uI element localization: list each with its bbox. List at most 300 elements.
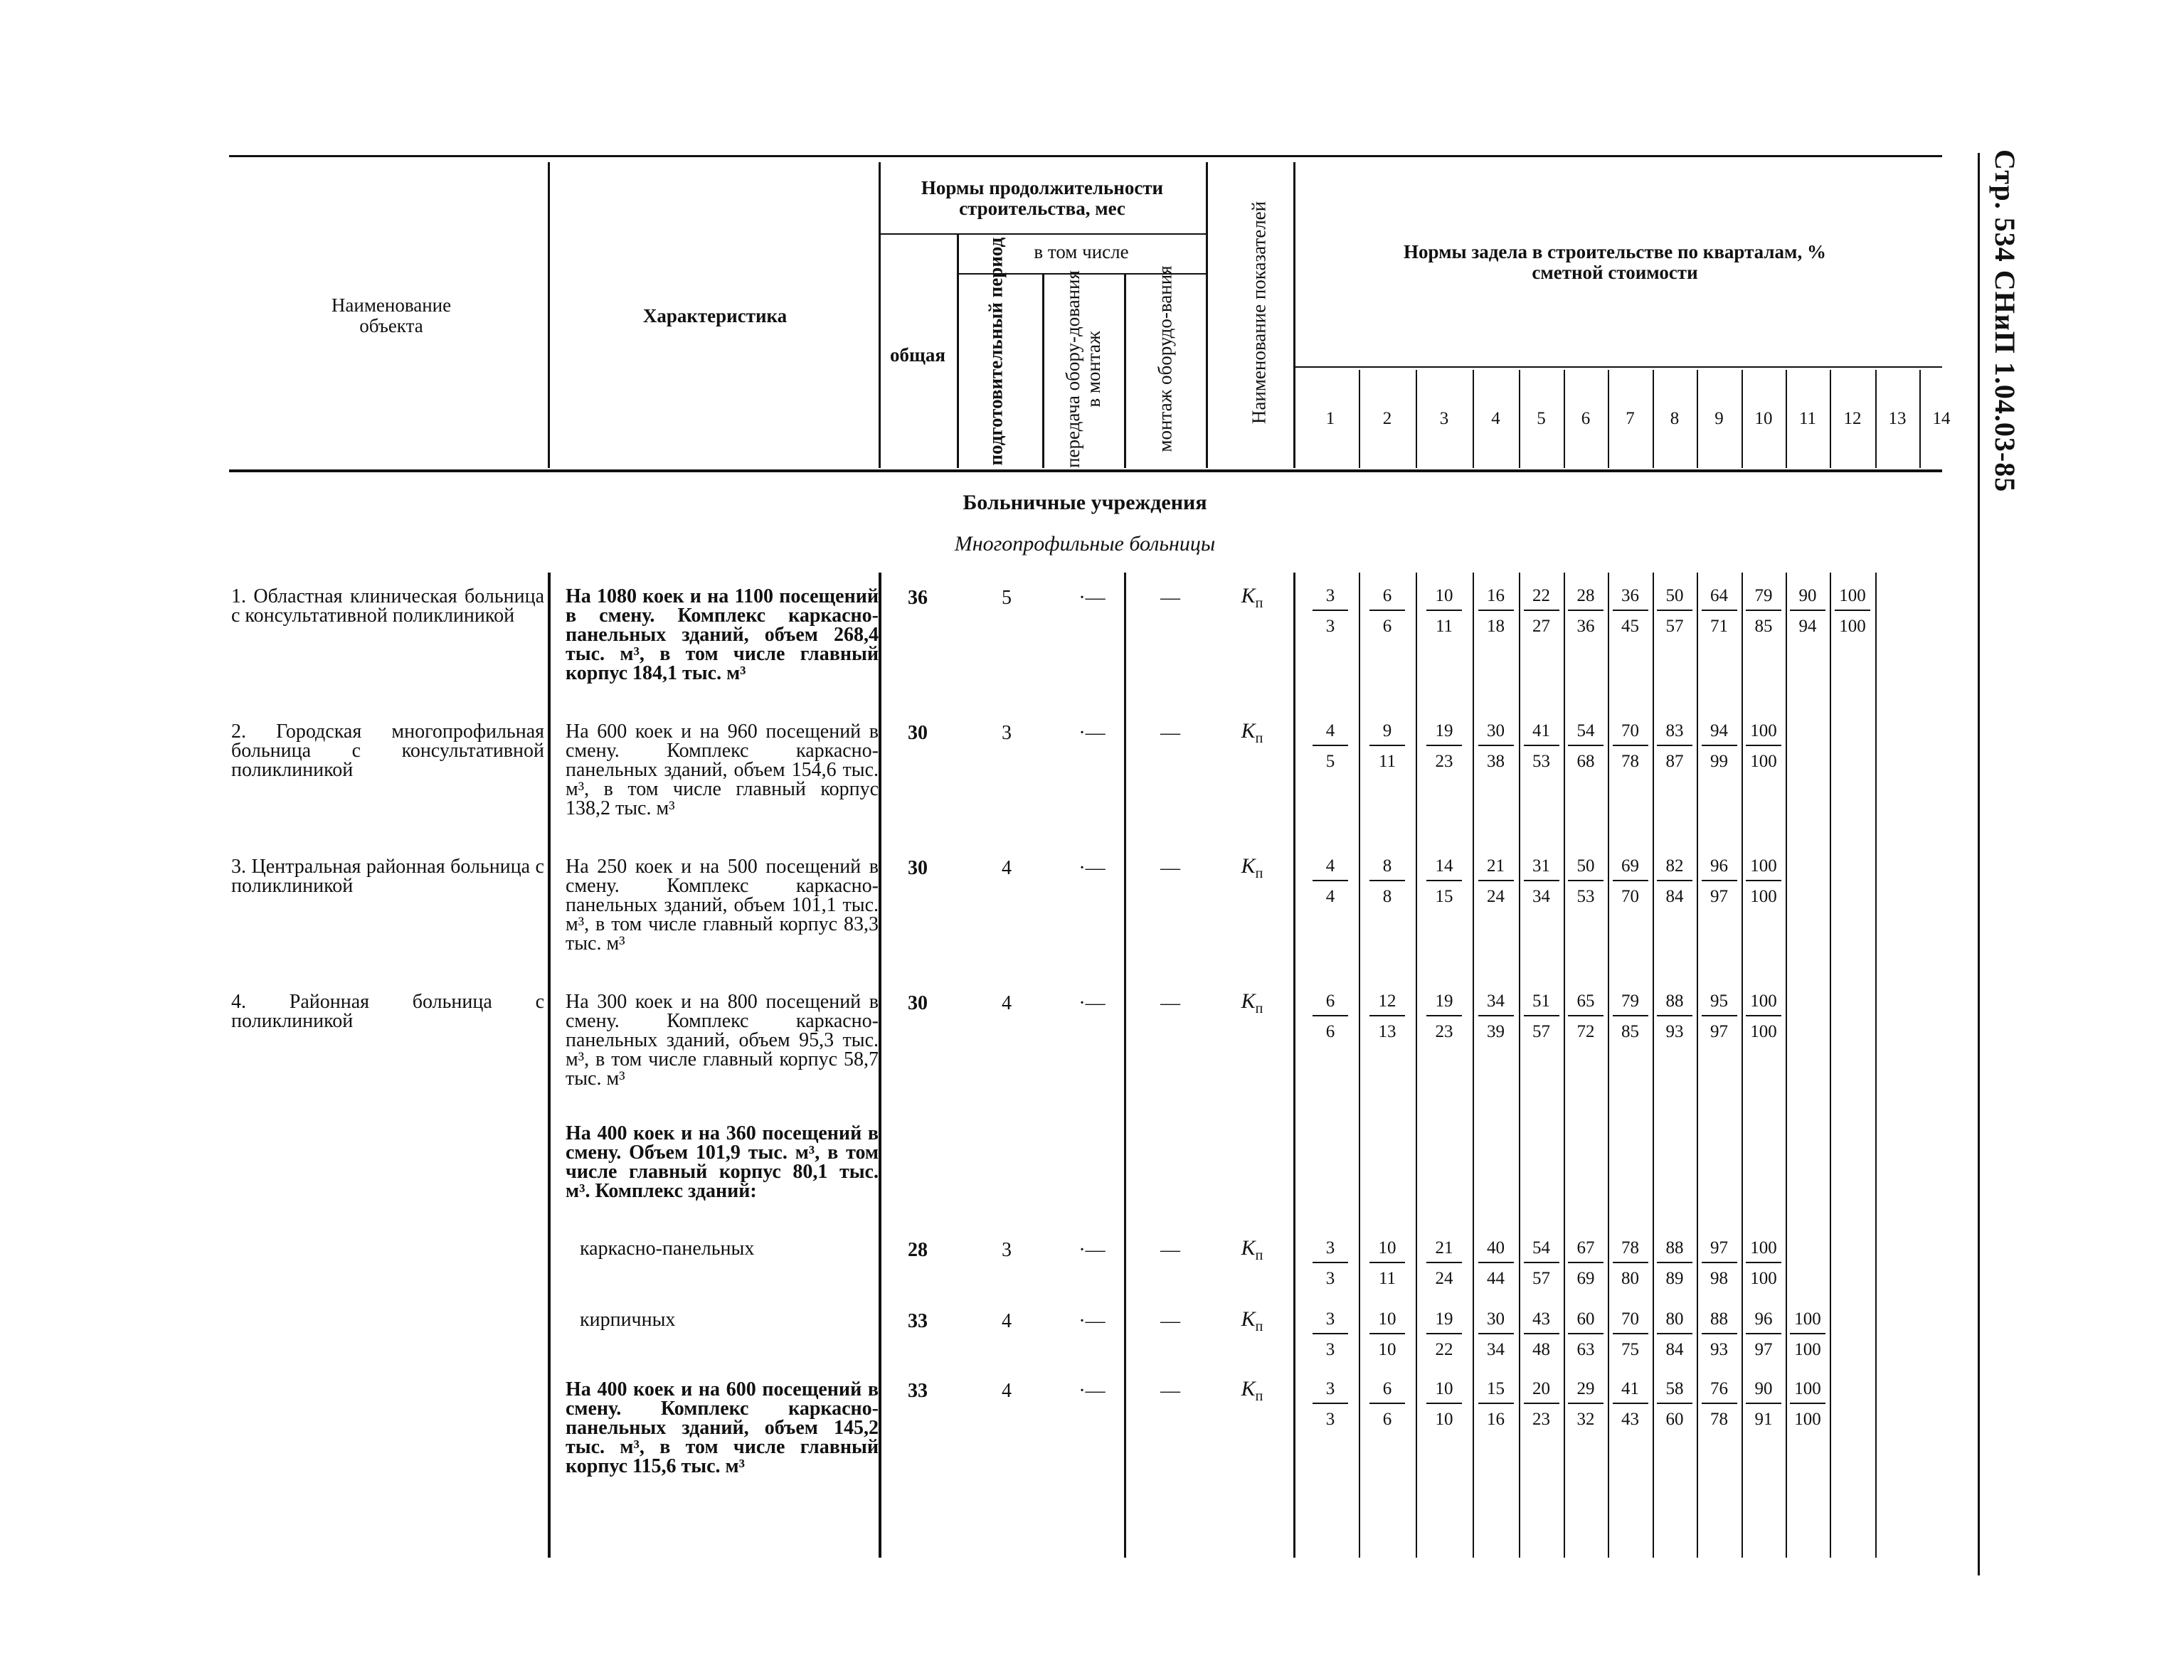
quarter-bottom-value: 63 <box>1576 1340 1595 1359</box>
quarter-bottom-value: 48 <box>1532 1340 1550 1359</box>
rows-3-transfer: ·— <box>1078 992 1106 1014</box>
quarter-top-value: 82 <box>1657 857 1692 881</box>
quarter-cell <box>1613 857 1648 906</box>
quarter-cell <box>1613 1239 1648 1288</box>
quarter-top-value: 100 <box>1746 857 1781 881</box>
quarter-cell <box>1746 992 1781 1041</box>
quarter-cell <box>1478 722 1514 771</box>
quarter-bottom-value: 36 <box>1576 617 1595 636</box>
quarter-cell <box>1524 992 1559 1041</box>
header-col-line <box>1042 275 1044 468</box>
quarter-top-value: 50 <box>1657 587 1692 611</box>
quarter-top-value: 51 <box>1524 992 1559 1016</box>
quarter-top-value: 15 <box>1478 1380 1514 1404</box>
quarter-top-value: 69 <box>1613 857 1648 881</box>
rows-2-prep: 4 <box>1002 857 1012 879</box>
quarter-bottom-value: 11 <box>1378 1269 1396 1288</box>
row-2-name: 2. Городская многопрофильная больница с консультативной поликлиникой <box>231 721 544 781</box>
quarter-top-value: 60 <box>1568 1310 1603 1334</box>
quarter-bottom-value: 78 <box>1710 1410 1728 1429</box>
quarter-cell <box>1426 722 1462 771</box>
quarter-top-value: 97 <box>1702 1239 1737 1263</box>
sub_rows-2-total: 33 <box>908 1380 928 1402</box>
body-col-line <box>548 573 551 1558</box>
quarter-cell <box>1426 1310 1462 1359</box>
quarter-bottom-value: 34 <box>1532 887 1550 906</box>
quarter-bottom-value: 23 <box>1435 752 1453 771</box>
quarter-bottom-value: 57 <box>1665 617 1684 636</box>
quarter-bottom-value: 84 <box>1665 887 1684 906</box>
rows-0-install: — <box>1160 587 1180 609</box>
body-quarter-line <box>1519 573 1520 1558</box>
quarter-bottom-value: 80 <box>1621 1269 1639 1288</box>
quarter-top-value: 50 <box>1568 857 1603 881</box>
quarter-bottom-value: 4 <box>1325 887 1335 906</box>
quarter-bottom-value: 11 <box>1378 752 1396 771</box>
quarter-cell <box>1313 1310 1348 1359</box>
quarter-header-11: 11 <box>1798 409 1817 428</box>
quarter-top-value: 22 <box>1524 587 1559 611</box>
quarter-top-value: 16 <box>1478 587 1514 611</box>
quarter-top-value: 10 <box>1369 1310 1405 1334</box>
body-quarter-line <box>1416 573 1417 1558</box>
quarter-bottom-value: 23 <box>1532 1410 1550 1429</box>
quarter-bottom-value: 24 <box>1487 887 1505 906</box>
quarter-cell <box>1657 992 1692 1041</box>
quarter-top-value: 64 <box>1702 587 1737 611</box>
quarter-cell <box>1568 722 1603 771</box>
sub_rows-1-total: 33 <box>908 1310 928 1332</box>
quarter-bottom-value: 8 <box>1382 887 1392 906</box>
quarter-col-line <box>1786 370 1787 468</box>
quarter-top-value: 79 <box>1613 992 1648 1016</box>
quarter-header-13: 13 <box>1888 409 1907 428</box>
row-4-characteristic: На 300 коек и на 800 посещений в смену. Комплекс каркасно-панельных зданий, объем 95,3 тыс. м³, в том числе главный корпус 58,7 тыс. м³ <box>566 991 879 1090</box>
sub_rows-1-transfer: ·— <box>1078 1310 1106 1332</box>
quarter-top-value: 4 <box>1313 857 1348 881</box>
quarter-top-value: 96 <box>1702 857 1737 881</box>
quarter-bottom-value: 97 <box>1710 887 1728 906</box>
quarter-bottom-value: 3 <box>1325 1410 1335 1429</box>
quarter-top-value: 34 <box>1478 992 1514 1016</box>
quarter-cell <box>1313 1380 1348 1429</box>
quarter-top-value: 100 <box>1746 722 1781 746</box>
quarter-bottom-value: 38 <box>1487 752 1505 771</box>
quarter-bottom-value: 94 <box>1798 617 1817 636</box>
quarter-cell <box>1613 1310 1648 1359</box>
quarter-top-value: 6 <box>1369 587 1405 611</box>
body-col-line <box>1124 573 1126 1558</box>
quarter-cell <box>1613 587 1648 636</box>
quarter-top-value: 43 <box>1524 1310 1559 1334</box>
quarter-top-value: 90 <box>1746 1380 1781 1404</box>
quarter-top-value: 19 <box>1426 722 1462 746</box>
quarter-cell <box>1790 1380 1825 1429</box>
subsection-title: Многопрофильные больницы <box>954 532 1216 555</box>
header-equipment-transfer: передача обору-дования в монтаж <box>1062 270 1104 468</box>
sub_rows-2-prep: 4 <box>1002 1380 1012 1402</box>
quarter-bottom-value: 57 <box>1532 1022 1550 1041</box>
quarter-bottom-value: 18 <box>1487 617 1505 636</box>
quarter-bottom-value: 16 <box>1487 1410 1505 1429</box>
sub_rows-1-indicator <box>1231 1307 1273 1335</box>
sub_rows-2-indicator <box>1231 1377 1273 1405</box>
indicator-symbol: K <box>1241 584 1256 607</box>
quarter-top-value: 10 <box>1426 1380 1462 1404</box>
quarter-bottom-value: 13 <box>1378 1022 1396 1041</box>
quarter-top-value: 14 <box>1426 857 1462 881</box>
quarter-top-value: 29 <box>1568 1380 1603 1404</box>
rows-0-transfer: ·— <box>1078 587 1106 609</box>
quarter-col-line <box>1608 370 1609 468</box>
quarter-bottom-value: 97 <box>1754 1340 1773 1359</box>
quarter-bottom-value: 68 <box>1576 752 1595 771</box>
quarter-bottom-value: 100 <box>1794 1340 1821 1359</box>
rows-1-prep: 3 <box>1002 722 1012 744</box>
row-1-name: 1. Областная клиническая больница с консультативной поликлиникой <box>231 585 544 627</box>
quarter-cell <box>1524 1310 1559 1359</box>
header-backlog-norms: Нормы задела в строительстве по кварталам, % сметной стоимости <box>1404 241 1826 283</box>
quarter-bottom-value: 60 <box>1665 1410 1684 1429</box>
quarters-rule <box>1295 366 1942 368</box>
quarter-bottom-value: 44 <box>1487 1269 1505 1288</box>
quarter-bottom-value: 43 <box>1621 1410 1639 1429</box>
rows-1-indicator <box>1231 719 1273 747</box>
body-quarter-line <box>1830 573 1831 1558</box>
quarter-cell <box>1746 1239 1781 1288</box>
quarter-bottom-value: 6 <box>1325 1022 1335 1041</box>
quarter-bottom-value: 93 <box>1665 1022 1684 1041</box>
quarter-top-value: 3 <box>1313 1380 1348 1404</box>
body-quarter-line <box>1564 573 1565 1558</box>
quarter-cell <box>1426 1239 1462 1288</box>
rows-3-install: — <box>1160 992 1180 1014</box>
quarter-cell <box>1657 587 1692 636</box>
quarter-bottom-value: 32 <box>1576 1410 1595 1429</box>
quarter-top-value: 6 <box>1369 1380 1405 1404</box>
quarter-top-value: 65 <box>1568 992 1603 1016</box>
header-col-line <box>879 162 881 468</box>
quarter-cell <box>1369 857 1405 906</box>
quarter-bottom-value: 53 <box>1576 887 1595 906</box>
quarter-bottom-value: 75 <box>1621 1340 1639 1359</box>
quarter-top-value: 100 <box>1746 992 1781 1016</box>
rows-1-total: 30 <box>908 722 928 744</box>
indicator-subscript: п <box>1255 730 1263 746</box>
quarter-top-value: 4 <box>1313 722 1348 746</box>
header-col-line <box>548 162 550 468</box>
header-incl: в том числе <box>1034 241 1129 262</box>
norms-rule <box>879 233 1206 235</box>
quarter-top-value: 30 <box>1478 1310 1514 1334</box>
body-quarter-line <box>1359 573 1360 1558</box>
quarter-top-value: 100 <box>1790 1380 1825 1404</box>
sub_rows-0-transfer: ·— <box>1078 1239 1106 1261</box>
indicator-symbol: K <box>1241 854 1256 878</box>
quarter-cell <box>1568 1239 1603 1288</box>
quarter-cell <box>1702 1239 1737 1288</box>
body-quarter-line <box>1697 573 1698 1558</box>
quarter-top-value: 70 <box>1613 1310 1648 1334</box>
quarter-top-value: 9 <box>1369 722 1405 746</box>
quarter-bottom-value: 5 <box>1325 752 1335 771</box>
quarter-cell <box>1369 1239 1405 1288</box>
sub_rows-0-total: 28 <box>908 1239 928 1261</box>
quarter-cell <box>1369 1310 1405 1359</box>
sidebar-rule <box>1978 153 1980 1575</box>
row-4-name: 4. Районная больница с поликлиникой <box>231 991 544 1032</box>
quarter-top-value: 12 <box>1369 992 1405 1016</box>
sub_rows-2-transfer: ·— <box>1078 1380 1106 1402</box>
quarter-cell <box>1568 1310 1603 1359</box>
quarter-header-4: 4 <box>1491 409 1500 428</box>
quarter-cell <box>1426 992 1462 1041</box>
quarter-cell <box>1657 1239 1692 1288</box>
quarter-bottom-value: 6 <box>1382 617 1392 636</box>
quarter-cell <box>1702 1310 1737 1359</box>
indicator-symbol: K <box>1241 1236 1256 1260</box>
quarter-bottom-value: 27 <box>1532 617 1550 636</box>
quarter-cell <box>1524 722 1559 771</box>
quarter-bottom-value: 24 <box>1435 1269 1453 1288</box>
sub_rows-0-install: — <box>1160 1239 1180 1261</box>
quarter-bottom-value: 34 <box>1487 1340 1505 1359</box>
rows-0-prep: 5 <box>1002 587 1012 609</box>
quarter-top-value: 95 <box>1702 992 1737 1016</box>
quarter-bottom-value: 100 <box>1750 1022 1777 1041</box>
quarter-header-12: 12 <box>1843 409 1862 428</box>
quarter-top-value: 94 <box>1702 722 1737 746</box>
quarter-bottom-value: 10 <box>1435 1410 1453 1429</box>
quarter-bottom-value: 11 <box>1435 617 1453 636</box>
quarter-bottom-value: 3 <box>1325 1269 1335 1288</box>
quarter-top-value: 88 <box>1657 1239 1692 1263</box>
quarter-bottom-value: 23 <box>1435 1022 1453 1041</box>
section-title: Больничные учреждения <box>963 491 1207 514</box>
quarter-bottom-value: 10 <box>1378 1340 1396 1359</box>
quarter-cell <box>1524 1239 1559 1288</box>
quarter-cell <box>1746 1310 1781 1359</box>
quarter-bottom-value: 85 <box>1754 617 1773 636</box>
rows-2-total: 30 <box>908 857 928 879</box>
quarter-top-value: 28 <box>1568 587 1603 611</box>
quarter-top-value: 80 <box>1657 1310 1692 1334</box>
quarter-header-5: 5 <box>1537 409 1546 428</box>
quarter-top-value: 10 <box>1426 587 1462 611</box>
subrow-2-label: кирпичных <box>580 1309 676 1331</box>
quarter-bottom-value: 70 <box>1621 887 1639 906</box>
quarter-top-value: 3 <box>1313 587 1348 611</box>
rows-3-total: 30 <box>908 992 928 1014</box>
quarter-col-line <box>1742 370 1743 468</box>
indicator-symbol: K <box>1241 719 1256 743</box>
indicator-subscript: п <box>1255 866 1263 881</box>
quarter-top-value: 100 <box>1746 1239 1781 1263</box>
header-equipment-install: монтаж оборудо-вания <box>1154 265 1176 452</box>
quarter-cell <box>1702 587 1737 636</box>
quarter-bottom-value: 22 <box>1435 1340 1453 1359</box>
sub_rows-1-prep: 4 <box>1002 1310 1012 1332</box>
quarter-bottom-value: 91 <box>1754 1410 1773 1429</box>
quarter-top-value: 3 <box>1313 1239 1348 1263</box>
quarter-cell <box>1746 857 1781 906</box>
quarter-cell <box>1369 722 1405 771</box>
quarter-cell <box>1313 587 1348 636</box>
header-col-line <box>1293 162 1295 468</box>
subrow-3-label: На 400 коек и на 600 посещений в смену. Комплекс каркасно-панельных зданий, объем 145,2 тыс. м³, в том числе главный корпус 115,6 тыс. м³ <box>566 1378 879 1477</box>
quarter-top-value: 79 <box>1746 587 1781 611</box>
quarter-bottom-value: 69 <box>1576 1269 1595 1288</box>
quarter-top-value: 54 <box>1524 1239 1559 1263</box>
page-reference: Стр. 534 СНиП 1.04.03-85 <box>1989 149 2021 493</box>
indicator-symbol: K <box>1241 989 1256 1013</box>
quarter-cell <box>1313 857 1348 906</box>
quarter-cell <box>1746 722 1781 771</box>
indicator-subscript: п <box>1255 1001 1263 1016</box>
quarter-cell <box>1790 587 1825 636</box>
quarter-col-line <box>1564 370 1565 468</box>
quarter-top-value: 83 <box>1657 722 1692 746</box>
sub_rows-0-prep: 3 <box>1002 1239 1012 1261</box>
sub_rows-2-install: — <box>1160 1380 1180 1402</box>
quarter-top-value: 30 <box>1478 722 1514 746</box>
quarter-bottom-value: 72 <box>1576 1022 1595 1041</box>
quarter-header-14: 14 <box>1932 409 1951 428</box>
row-3-name: 3. Центральная районная больница с поликлиникой <box>231 856 544 897</box>
quarter-cell <box>1478 857 1514 906</box>
quarter-bottom-value: 57 <box>1532 1269 1550 1288</box>
quarter-top-value: 78 <box>1613 1239 1648 1263</box>
header-prep-period: подготовительный период <box>985 237 1007 466</box>
quarter-top-value: 76 <box>1702 1380 1737 1404</box>
quarter-cell <box>1702 722 1737 771</box>
quarter-top-value: 6 <box>1313 992 1348 1016</box>
sub_rows-1-install: — <box>1160 1310 1180 1332</box>
quarter-bottom-value: 85 <box>1621 1022 1639 1041</box>
header-total: общая <box>890 344 945 366</box>
rows-3-indicator <box>1231 989 1273 1017</box>
quarter-bottom-value: 6 <box>1382 1410 1392 1429</box>
quarter-cell <box>1657 1380 1692 1429</box>
body-quarter-line <box>1473 573 1474 1558</box>
quarter-cell <box>1746 1380 1781 1429</box>
quarter-cell <box>1524 857 1559 906</box>
quarter-col-line <box>1359 370 1360 468</box>
quarter-header-6: 6 <box>1581 409 1591 428</box>
quarter-cell <box>1524 587 1559 636</box>
quarter-cell <box>1313 992 1348 1041</box>
quarter-top-value: 21 <box>1478 857 1514 881</box>
quarter-top-value: 88 <box>1657 992 1692 1016</box>
quarter-top-value: 40 <box>1478 1239 1514 1263</box>
header-col-line <box>957 235 959 468</box>
quarter-bottom-value: 3 <box>1325 617 1335 636</box>
indicator-symbol: K <box>1241 1377 1256 1400</box>
rows-1-transfer: ·— <box>1078 722 1106 744</box>
block5-intro: На 400 коек и на 360 посещений в смену. Объем 101,9 тыс. м³, в том числе главный корпус 80,1 тыс. м³. Комплекс зданий: <box>566 1122 879 1202</box>
subrow-1-label: каркасно-панельных <box>580 1238 755 1260</box>
quarter-top-value: 20 <box>1524 1380 1559 1404</box>
rows-1-install: — <box>1160 722 1180 744</box>
row-3-characteristic: На 250 коек и на 500 посещений в смену. Комплекс каркасно-панельных зданий, объем 101,1 тыс. м³, в том числе главный корпус 83,3 тыс. м³ <box>566 856 879 955</box>
quarter-col-line <box>1519 370 1520 468</box>
quarter-col-line <box>1416 370 1417 468</box>
quarter-col-line <box>1697 370 1698 468</box>
quarter-bottom-value: 100 <box>1750 1269 1777 1288</box>
quarter-cell <box>1426 1380 1462 1429</box>
quarter-top-value: 19 <box>1426 1310 1462 1334</box>
quarter-header-7: 7 <box>1626 409 1635 428</box>
body-quarter-line <box>1608 573 1609 1558</box>
row-1-characteristic: На 1080 коек и на 1100 посещений в смену. Комплекс каркасно-панельных зданий, объем 268,4 тыс. м³, в том числе главный корпус 184,1 тыс. м³ <box>566 585 879 684</box>
quarter-cell <box>1702 1380 1737 1429</box>
quarter-col-line <box>1875 370 1877 468</box>
quarter-header-3: 3 <box>1439 409 1449 428</box>
quarter-cell <box>1790 1310 1825 1359</box>
body-quarter-line <box>1653 573 1654 1558</box>
quarter-bottom-value: 100 <box>1750 887 1777 906</box>
quarter-col-line <box>1830 370 1831 468</box>
rows-0-indicator <box>1231 584 1273 612</box>
quarter-cell <box>1369 992 1405 1041</box>
quarter-bottom-value: 71 <box>1710 617 1728 636</box>
quarter-cell <box>1478 992 1514 1041</box>
quarter-top-value: 19 <box>1426 992 1462 1016</box>
quarter-top-value: 3 <box>1313 1310 1348 1334</box>
quarter-cell <box>1478 1380 1514 1429</box>
indicator-subscript: п <box>1255 1388 1263 1404</box>
quarter-header-9: 9 <box>1714 409 1724 428</box>
body-quarter-line <box>1742 573 1743 1558</box>
header-col-line <box>1206 162 1208 468</box>
indicator-subscript: п <box>1255 1248 1263 1263</box>
quarter-cell <box>1568 587 1603 636</box>
row-2-characteristic: На 600 коек и на 960 посещений в смену. Комплекс каркасно-панельных зданий, объем 154,6 тыс. м³, в том числе главный корпус 138,2 тыс. м³ <box>566 721 879 819</box>
quarter-top-value: 96 <box>1746 1310 1781 1334</box>
quarter-cell <box>1313 1239 1348 1288</box>
quarter-cell <box>1702 992 1737 1041</box>
quarter-cell <box>1426 587 1462 636</box>
quarter-bottom-value: 100 <box>1794 1410 1821 1429</box>
quarter-bottom-value: 97 <box>1710 1022 1728 1041</box>
quarter-bottom-value: 15 <box>1435 887 1453 906</box>
quarter-bottom-value: 98 <box>1710 1269 1728 1288</box>
quarter-cell <box>1746 587 1781 636</box>
body-quarter-line <box>1786 573 1787 1558</box>
quarter-bottom-value: 99 <box>1710 752 1728 771</box>
quarter-cell <box>1478 1310 1514 1359</box>
quarter-top-value: 41 <box>1524 722 1559 746</box>
quarter-top-value: 67 <box>1568 1239 1603 1263</box>
quarter-top-value: 90 <box>1790 587 1825 611</box>
quarter-cell <box>1568 1380 1603 1429</box>
quarter-bottom-value: 87 <box>1665 752 1684 771</box>
header-object-name: Наименование объекта <box>331 294 452 336</box>
quarter-top-value: 21 <box>1426 1239 1462 1263</box>
quarter-top-value: 10 <box>1369 1239 1405 1263</box>
quarter-top-value: 58 <box>1657 1380 1692 1404</box>
quarter-top-value: 41 <box>1613 1380 1648 1404</box>
sub_rows-0-indicator <box>1231 1236 1273 1264</box>
quarter-cell <box>1657 722 1692 771</box>
quarter-cell <box>1426 857 1462 906</box>
quarter-top-value: 31 <box>1524 857 1559 881</box>
rows-3-prep: 4 <box>1002 992 1012 1014</box>
quarter-header-8: 8 <box>1670 409 1680 428</box>
quarter-top-value: 54 <box>1568 722 1603 746</box>
quarter-cell <box>1657 857 1692 906</box>
quarter-bottom-value: 100 <box>1839 617 1866 636</box>
